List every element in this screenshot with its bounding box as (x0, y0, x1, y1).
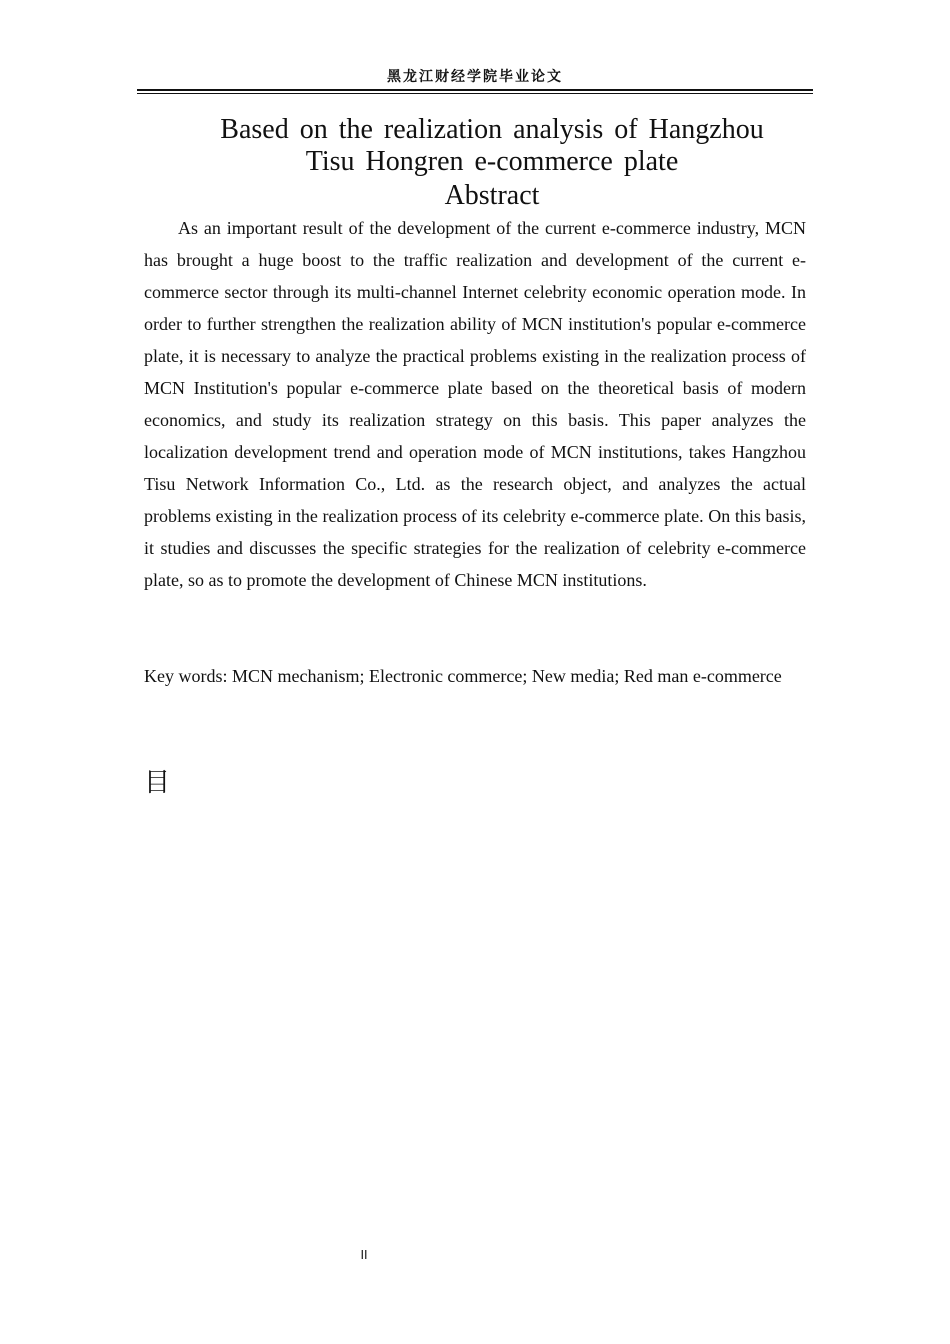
header-rule-thin (137, 93, 813, 94)
paper-title-line-2: Tisu Hongren e-commerce plate (305, 146, 679, 177)
paper-title-line-1: Based on the realization analysis of Hangzhou (220, 114, 764, 145)
page-number: II (360, 1248, 368, 1262)
paper-title (137, 114, 847, 178)
toc-heading: 目 (144, 768, 171, 798)
running-header: 黑龙江财经学院毕业论文 (387, 69, 563, 85)
header-rule-thick (137, 89, 813, 91)
abstract-heading: Abstract (444, 180, 540, 211)
abstract-body: As an important result of the development of the current e-commerce industry, MCN has brought a huge boost to the traffic realization and development of the current e-commerce sector through its multi-channel Internet celebrity economic operation mode. In order to further strengthen the realization ability of MCN institution's popular e-commerce plate, it is necessary to analyze the practical problems existing in the realization process of MCN Institution's popular e-commerce plate based on the theoretical basis of modern economics, and study its realization strategy on this basis. This paper analyzes the localization development trend and operation mode of MCN institutions, takes Hangzhou Tisu Network Information Co., Ltd. as the research object, and analyzes the actual problems existing in the realization process of its celebrity e-commerce plate. On this basis, it studies and discusses the specific strategies for the realization of celebrity e-commerce plate, so as to promote the development of Chinese MCN institutions. (144, 218, 806, 590)
keywords-paragraph: Key words: MCN mechanism; Electronic commerce; New media; Red man e-commerce (144, 666, 782, 686)
